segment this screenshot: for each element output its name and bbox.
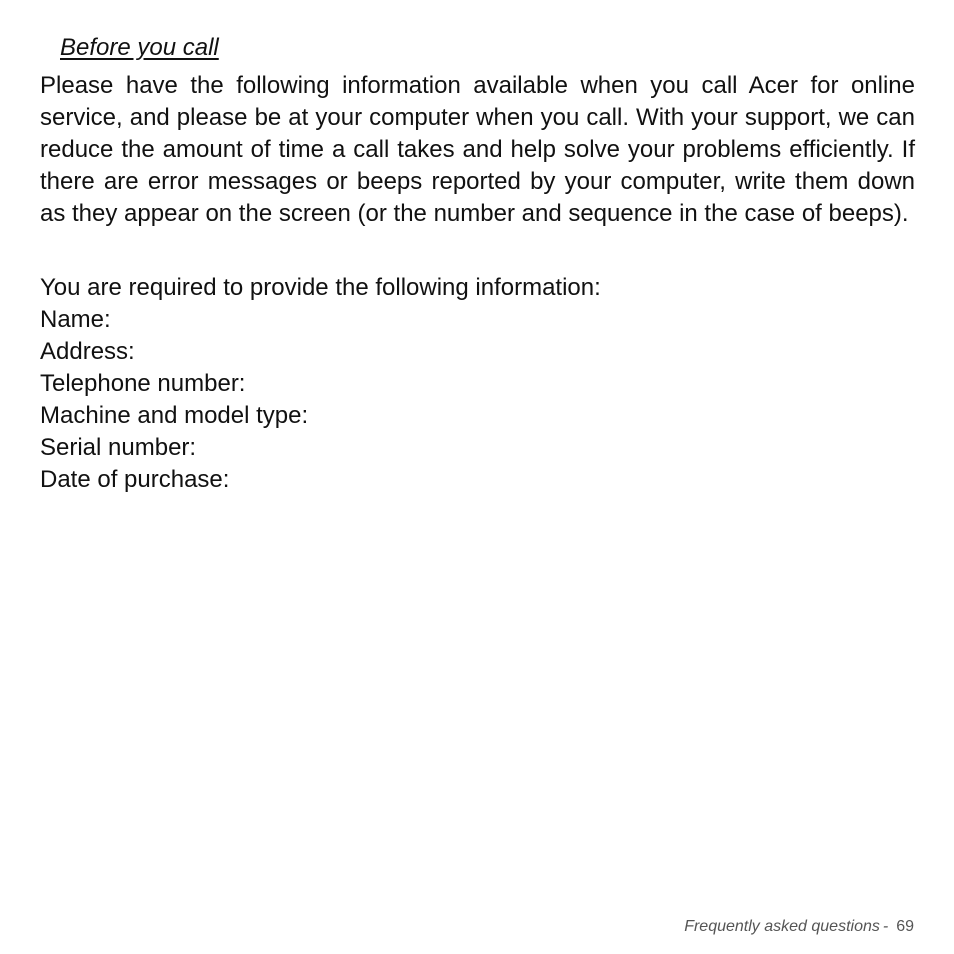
section-heading: Before you call [60,34,219,61]
field-telephone-number: Telephone number: [40,370,246,397]
field-serial-number: Serial number: [40,434,197,461]
required-fields-list [40,304,308,496]
field-address: Address: [40,338,135,365]
footer-chapter-label: Frequently asked questions [684,918,880,935]
field-date-of-purchase: Date of purchase: [40,466,230,493]
page-number: 69 [896,918,914,935]
page-footer [684,916,914,938]
footer-separator: - [882,918,889,935]
required-info-text: You are required to provide the following information: [40,274,601,301]
field-machine-model-type: Machine and model type: [40,402,309,429]
field-name: Name: [40,306,111,333]
intro-paragraph: Please have the following information available when you call Acer for online service, and please be at your computer when you call. With your support, we can reduce the amount of time a call takes and help solve your problems efficiently. If there are error messages or beeps reported by your computer, write them down as they appear on the screen (or the number and sequence in the case of beeps). [40,72,915,227]
